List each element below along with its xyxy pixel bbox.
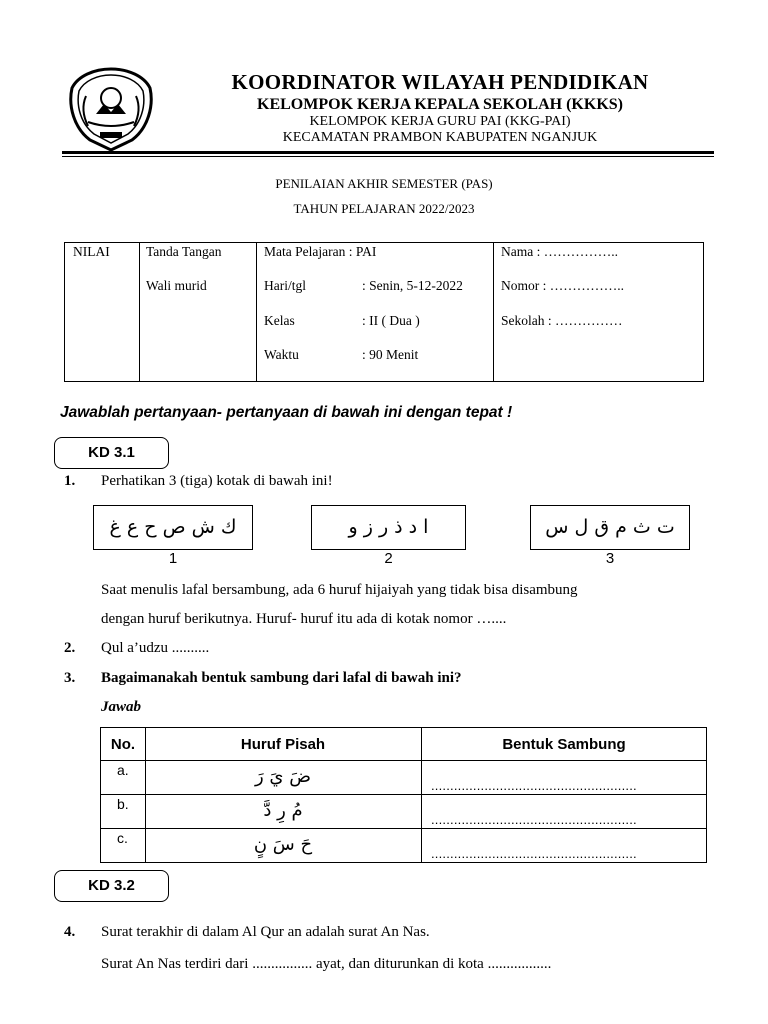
col-header-no: No. (110, 736, 136, 753)
time-value: : 90 Menit (362, 347, 419, 362)
q2-number: 2. (64, 640, 76, 656)
info-divider (493, 243, 494, 381)
row-b-letters: مُ رِ دَّ (263, 800, 303, 821)
letter-box-2: ا د ذ ر ز و (311, 505, 466, 550)
subject-label: Mata Pelajaran : PAI (264, 244, 377, 259)
q1-paragraph-1: Saat menulis lafal bersambung, ada 6 huruf hijaiyah yang tidak bisa disambung (101, 582, 578, 598)
header-line-2: KELOMPOK KERJA KEPALA SEKOLAH (KKKS) (257, 96, 623, 113)
q2-text: Qul a’udzu .......... (101, 640, 210, 656)
exam-title: PENILAIAN AKHIR SEMESTER (PAS) (275, 176, 493, 191)
row-a-answer-blank: ...................................................... (431, 778, 637, 793)
exam-year: TAHUN PELAJARAN 2022/2023 (293, 201, 475, 216)
info-divider (256, 243, 257, 381)
student-info-table (64, 242, 704, 382)
col-header-bentuk-sambung: Bentuk Sambung (502, 736, 626, 753)
q3-number: 3. (64, 670, 76, 686)
header-line-3: KELOMPOK KERJA GURU PAI (KKG-PAI) (309, 114, 571, 129)
header-rule-thick (62, 151, 714, 154)
regency-logo (66, 66, 156, 152)
answer-table-row-line (101, 828, 706, 829)
kd-3-2-badge: KD 3.2 (54, 870, 169, 902)
info-divider (139, 243, 140, 381)
row-b-label: b. (117, 796, 129, 812)
answer-table-row-line (101, 760, 706, 761)
q3-jawab-label: Jawab (101, 699, 142, 715)
guardian-label: Wali murid (146, 278, 207, 293)
letter-box-3: ت ث م ق ل س (530, 505, 690, 550)
q3-text: Bagaimanakah bentuk sambung dari lafal di bawah ini? (101, 670, 462, 686)
signature-label: Tanda Tangan (146, 244, 222, 259)
q1-paragraph-2: dengan huruf berikutnya. Huruf- huruf itu ada di kotak nomor ….... (101, 611, 507, 627)
date-value: : Senin, 5-12-2022 (362, 278, 463, 293)
header-rule-thin (62, 156, 714, 157)
q1-number: 1. (64, 473, 76, 489)
row-c-answer-blank: ...................................................... (431, 846, 637, 861)
row-c-letters: حَ سَ نٍ (253, 834, 313, 855)
school-field: Sekolah : …………… (501, 313, 623, 328)
letter-box-label-3: 3 (605, 550, 615, 567)
row-b-answer-blank: ...................................................... (431, 812, 637, 827)
q4-line-2: Surat An Nas terdiri dari ................ ayat, dan diturunkan di kota ................. (101, 956, 552, 972)
col-header-huruf-pisah: Huruf Pisah (240, 736, 326, 753)
number-field: Nomor : …………….. (501, 278, 624, 293)
class-value: : II ( Dua ) (362, 313, 420, 328)
class-label: Kelas (264, 313, 295, 328)
answer-table (100, 727, 707, 863)
letter-box-label-2: 2 (384, 550, 393, 567)
date-label: Hari/tgl (264, 278, 306, 293)
time-label: Waktu (264, 347, 299, 362)
row-a-letters: ضَ يَ رَ (255, 766, 311, 787)
q4-line-1: Surat terakhir di dalam Al Qur an adalah surat An Nas. (101, 924, 430, 940)
answer-table-row-line (101, 794, 706, 795)
kd-3-1-badge: KD 3.1 (54, 437, 169, 469)
row-a-label: a. (117, 762, 129, 778)
letter-box-label-1: 1 (168, 550, 178, 567)
name-field: Nama : …………….. (501, 244, 618, 259)
header-line-4: KECAMATAN PRAMBON KABUPATEN NGANJUK (282, 130, 598, 145)
row-c-label: c. (117, 830, 128, 846)
q4-number: 4. (64, 924, 76, 940)
nilai-label: NILAI (73, 244, 110, 259)
instruction: Jawablah pertanyaan- pertanyaan di bawah ini dengan tepat ! (60, 404, 513, 421)
header-line-1: KOORDINATOR WILAYAH PENDIDIKAN (231, 70, 649, 94)
q1-text: Perhatikan 3 (tiga) kotak di bawah ini! (101, 473, 333, 489)
letter-box-1: ك ش ص ح ع غ (93, 505, 253, 550)
